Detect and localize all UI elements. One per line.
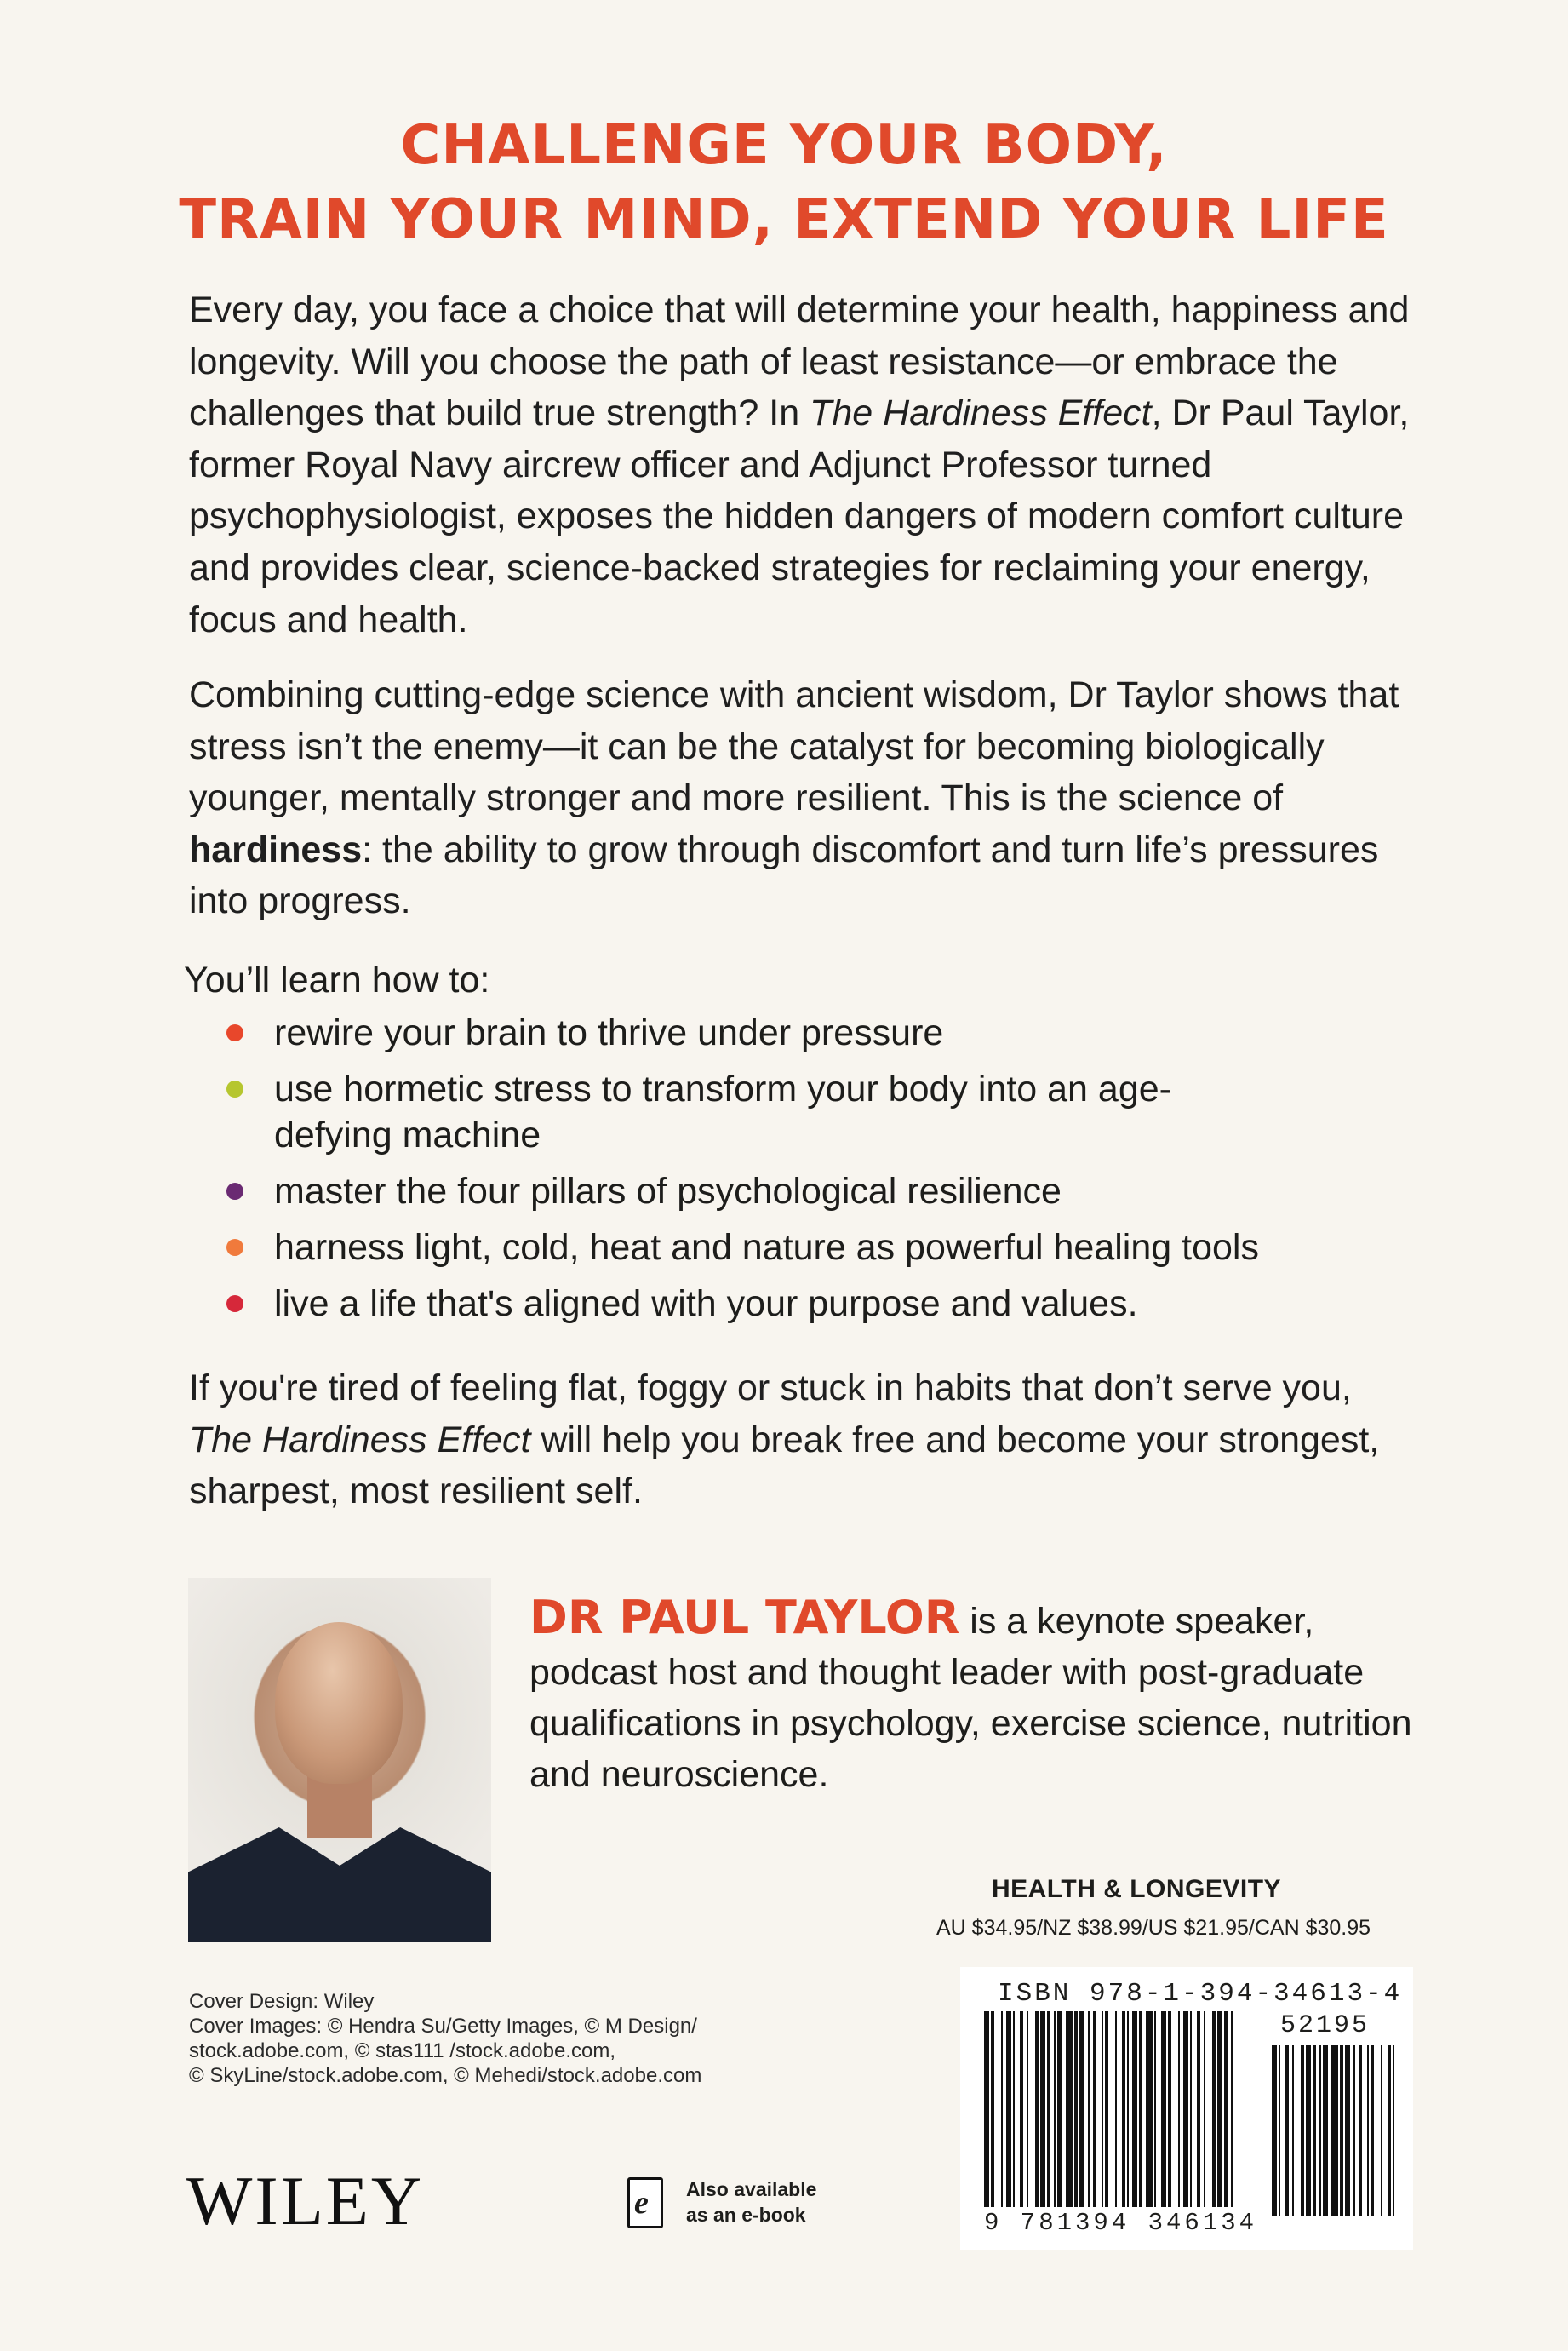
description-paragraph-1: Every day, you face a choice that will determine your health, happiness and longevity. Will you choose the path of least resistance—or embrace the challenges that build true strength? In The Hardiness Effect, Dr Paul Taylor, former Royal Navy aircrew officer and Adjunct Professor turned psychophysiologist, exposes the hidden dangers of modern comfort culture and provides clear, science-backed strategies for reclaiming your energy, focus and health. bbox=[189, 290, 1410, 640]
bullet-dot-icon bbox=[226, 1081, 243, 1098]
author-bio: DR PAUL TAYLOR is a keynote speaker, podcast host and thought leader with post-graduate qualifications in psychology, exercise science, nutrition and neuroscience. bbox=[529, 1591, 1412, 1795]
headline-line-1: CHALLENGE YOUR BODY, bbox=[400, 114, 1168, 177]
book-title: The Hardiness Effect bbox=[810, 393, 1152, 434]
hardiness-term: hardiness bbox=[189, 829, 363, 870]
cover-credits: Cover Design: Wiley Cover Images: © Hendra Su/Getty Images, © M Design/ stock.adobe.com, © stas111 /stock.adobe.com, © SkyLine/stock.adobe.com, © Mehedi/stock.adobe.com bbox=[189, 1990, 702, 2087]
ebook-icon: e bbox=[627, 2177, 663, 2228]
headline-line-2: TRAIN YOUR MIND, EXTEND YOUR LIFE bbox=[179, 188, 1389, 251]
learn-list bbox=[184, 955, 1427, 1327]
publisher-logo: WILEY bbox=[186, 2162, 425, 2239]
addon-number: 52195 bbox=[1280, 2011, 1371, 2040]
learn-item: rewire your brain to thrive under pressure bbox=[184, 1010, 1427, 1056]
category-label: HEALTH & LONGEVITY bbox=[991, 1875, 1282, 1903]
learn-item: master the four pillars of psychological resilience bbox=[184, 1168, 1427, 1214]
book-title: The Hardiness Effect bbox=[189, 1419, 531, 1460]
learn-item: live a life that's aligned with your purpose and values. bbox=[184, 1281, 1427, 1327]
ebook-availability: Also available as an e-book bbox=[686, 2178, 817, 2226]
bullet-dot-icon bbox=[226, 1239, 243, 1256]
barcode-bars bbox=[960, 1967, 1413, 2250]
learn-intro: You’ll learn how to: bbox=[184, 960, 490, 1001]
price-list: AU $34.95/NZ $38.99/US $21.95/CAN $30.95 bbox=[936, 1916, 1371, 1940]
isbn-label: ISBN 978-1-394-34613-4 bbox=[998, 1979, 1403, 2009]
learn-item: harness light, cold, heat and nature as powerful healing tools bbox=[184, 1224, 1427, 1270]
author-name: DR PAUL TAYLOR bbox=[529, 1591, 960, 1644]
ean-number: 9 781394 346134 bbox=[984, 2209, 1258, 2237]
isbn-barcode bbox=[960, 1967, 1413, 2250]
bullet-dot-icon bbox=[226, 1183, 243, 1200]
bullet-dot-icon bbox=[226, 1295, 243, 1312]
description-paragraph-2: Combining cutting-edge science with ancient wisdom, Dr Taylor shows that stress isn’t the enemy—it can be the catalyst for becoming biologically younger, mentally stronger and more resilient. This is the science of hardiness: the ability to grow through discomfort and turn life’s pressures into progress. bbox=[189, 674, 1399, 922]
bullet-dot-icon bbox=[226, 1024, 243, 1041]
description-paragraph-3: If you're tired of feeling flat, foggy or stuck in habits that don’t serve you, The Hardiness Effect will help you break free and become your strongest, sharpest, most resilient self. bbox=[189, 1368, 1380, 1512]
learn-item: use hormetic stress to transform your body into an age-defying machine bbox=[184, 1066, 1262, 1158]
author-photo bbox=[188, 1578, 491, 1942]
